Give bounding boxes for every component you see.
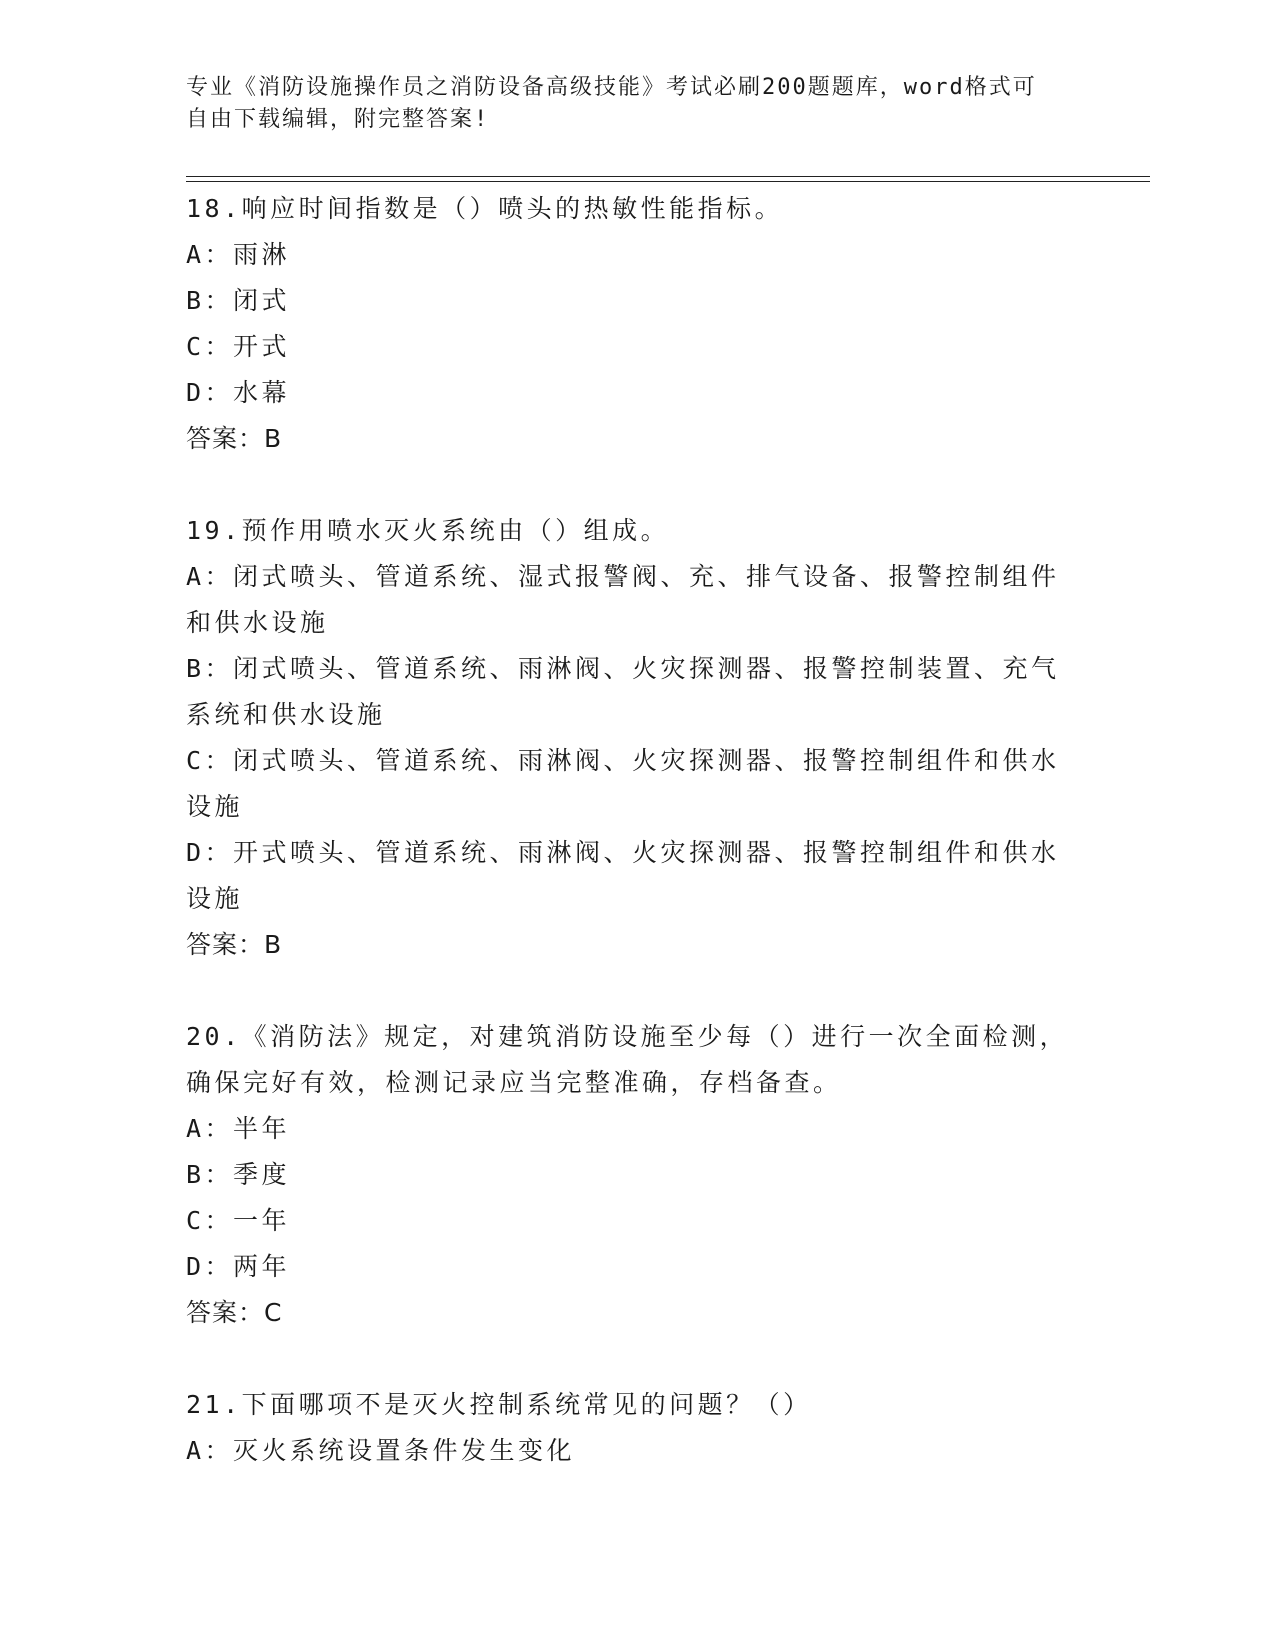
- header-divider-bottom: [186, 181, 1150, 182]
- question-stem: 20.《消防法》规定，对建筑消防设施至少每（）进行一次全面检测，: [186, 1022, 1069, 1051]
- question-list: [186, 186, 1069, 1474]
- option-b: B：闭式喷头、管道系统、雨淋阀、火灾探测器、报警控制装置、充气: [186, 654, 1060, 683]
- question-spacer: [186, 462, 1066, 508]
- header-divider-top: [186, 176, 1150, 177]
- option-c: C：一年: [186, 1206, 291, 1235]
- question-21: [186, 1382, 1066, 1474]
- option-d: D：水幕: [186, 378, 291, 407]
- question-spacer: [186, 968, 1066, 1014]
- option-b: B：闭式: [186, 286, 291, 315]
- option-c: C：开式: [186, 332, 291, 361]
- answer-label: 答案：B: [186, 424, 283, 453]
- question-stem-continued: 确保完好有效，检测记录应当完整准确，存档备查。: [186, 1068, 842, 1097]
- answer-label: 答案：B: [186, 930, 283, 959]
- option-c: C：闭式喷头、管道系统、雨淋阀、火灾探测器、报警控制组件和供水: [186, 746, 1060, 775]
- option-d-continued: 设施: [186, 884, 244, 913]
- question-20: [186, 1014, 1069, 1336]
- option-a: A：半年: [186, 1114, 291, 1143]
- option-a: A：灭火系统设置条件发生变化: [186, 1436, 576, 1465]
- header-line-2: 自由下载编辑，附完整答案!: [186, 107, 490, 132]
- option-a: A：闭式喷头、管道系统、湿式报警阀、充、排气设备、报警控制组件: [186, 562, 1060, 591]
- option-d: D：两年: [186, 1252, 291, 1281]
- question-spacer: [186, 1336, 1066, 1382]
- option-d: D：开式喷头、管道系统、雨淋阀、火灾探测器、报警控制组件和供水: [186, 838, 1060, 867]
- answer-label: 答案：C: [186, 1298, 283, 1327]
- option-b-continued: 系统和供水设施: [186, 700, 386, 729]
- header-line-1: 专业《消防设施操作员之消防设备高级技能》考试必刷200题题库，word格式可: [186, 75, 1037, 100]
- question-stem: 18.响应时间指数是（）喷头的热敏性能指标。: [186, 194, 784, 223]
- option-c-continued: 设施: [186, 792, 244, 821]
- question-18: [186, 186, 1066, 462]
- question-stem: 19.预作用喷水灭火系统由（）组成。: [186, 516, 670, 545]
- option-a-continued: 和供水设施: [186, 608, 329, 637]
- option-a: A：雨淋: [186, 240, 291, 269]
- document-header: [186, 72, 1066, 136]
- question-19: [186, 508, 1066, 968]
- question-stem: 21.下面哪项不是灭火控制系统常见的问题？（）: [186, 1390, 812, 1419]
- option-b: B：季度: [186, 1160, 291, 1189]
